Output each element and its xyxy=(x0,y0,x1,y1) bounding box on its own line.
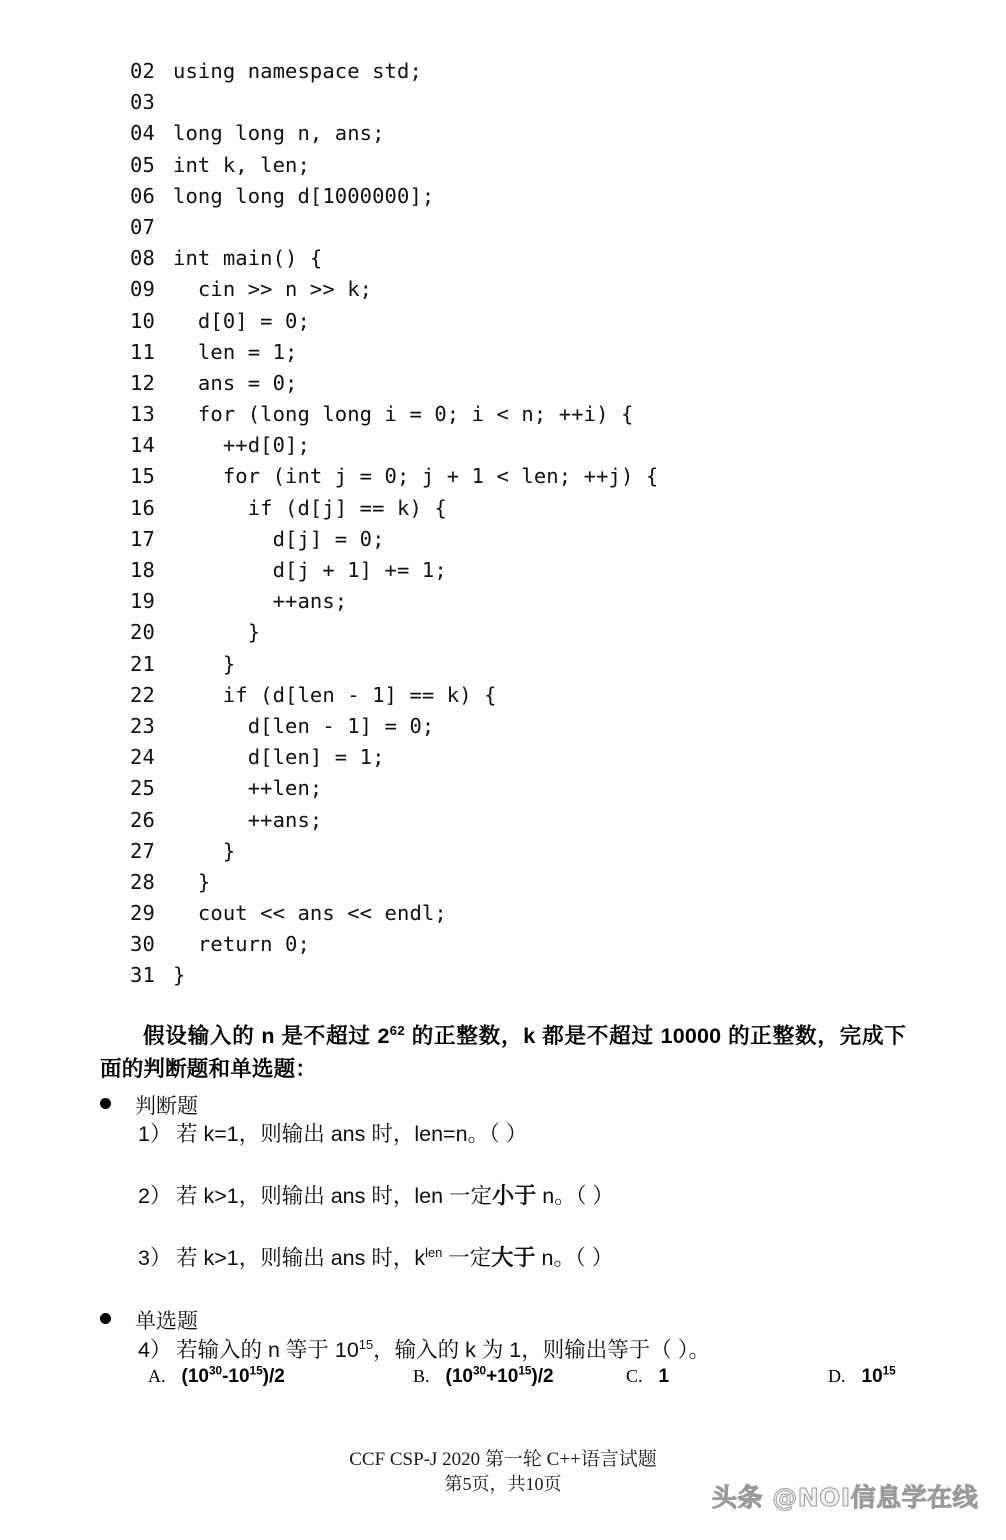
code-line xyxy=(130,368,658,399)
code-line xyxy=(130,461,658,492)
code-line xyxy=(130,274,658,305)
footer-page-number: 第5页，共10页 xyxy=(444,1474,562,1494)
option-a-pre: (10 xyxy=(181,1366,209,1387)
code-line-number: 15 xyxy=(130,464,155,489)
answer-option-c[interactable] xyxy=(626,1366,669,1388)
code-line xyxy=(130,711,658,742)
answer-option-a[interactable] xyxy=(148,1366,285,1388)
code-line xyxy=(130,555,658,586)
code-line xyxy=(130,243,658,274)
code-line-text: len = 1; xyxy=(173,339,298,364)
question-number-4: 4） xyxy=(138,1338,172,1362)
code-line-text: cout << ans << endl; xyxy=(173,901,447,926)
code-line-number: 17 xyxy=(130,526,155,551)
code-line-number: 12 xyxy=(130,370,155,395)
question-number-3: 3） xyxy=(138,1246,172,1270)
code-line-text: ++ans; xyxy=(173,807,323,832)
code-line-number: 04 xyxy=(130,121,155,146)
code-line-text: d[len - 1] = 0; xyxy=(173,713,435,738)
code-line-number: 28 xyxy=(130,869,155,894)
code-line xyxy=(130,212,658,243)
code-line-text: for (long long i = 0; i < n; ++i) { xyxy=(173,402,634,427)
code-line xyxy=(130,87,658,118)
code-line-number: 08 xyxy=(130,246,155,271)
code-line xyxy=(130,960,658,991)
question-text-2-after: n。（ ） xyxy=(536,1184,614,1208)
code-line-text: long long n, ans; xyxy=(173,121,385,146)
code-line-text: return 0; xyxy=(173,932,310,957)
code-line-text: } xyxy=(173,869,211,894)
code-line-number: 19 xyxy=(130,589,155,614)
code-line xyxy=(130,181,658,212)
question-text-4-exponent-15: 15 xyxy=(358,1336,374,1352)
section-label-multiple-choice: 单选题 xyxy=(135,1309,198,1333)
code-line-text: int k, len; xyxy=(173,152,310,177)
code-line xyxy=(130,867,658,898)
code-line xyxy=(130,805,658,836)
code-line xyxy=(130,118,658,149)
code-line-number: 05 xyxy=(130,152,155,177)
code-line xyxy=(130,430,658,461)
code-line-number: 10 xyxy=(130,308,155,333)
option-a-post: )/2 xyxy=(262,1366,285,1387)
section-heading-judgement xyxy=(100,1090,198,1120)
code-line xyxy=(130,898,658,929)
code-line-number: 14 xyxy=(130,433,155,458)
option-d-pre: 10 xyxy=(861,1366,883,1387)
bullet-dot-icon xyxy=(100,1313,111,1324)
question-text-3-before-a: 若 k>1，则输出 ans 时，k xyxy=(176,1246,426,1270)
code-line-number: 25 xyxy=(130,776,155,801)
code-line-number: 16 xyxy=(130,495,155,520)
code-line-text: d[0] = 0; xyxy=(173,308,310,333)
code-line-text: ++len; xyxy=(173,776,323,801)
question-text-3-before-b: 一定 xyxy=(442,1246,492,1270)
code-line xyxy=(130,773,658,804)
code-line xyxy=(130,586,658,617)
question-text-3-exponent-len: len xyxy=(425,1244,443,1260)
question-text-2-before: 若 k>1，则输出 ans 时，len 一定 xyxy=(176,1184,493,1208)
statement-exponent-62: 62 xyxy=(389,1022,405,1038)
code-line xyxy=(130,150,658,181)
code-line-text: d[j] = 0; xyxy=(173,526,385,551)
question-number-2: 2） xyxy=(138,1184,172,1208)
code-line-number: 06 xyxy=(130,183,155,208)
statement-part-2: 的正整数，k 都是不超过 10000 的正整数，完成下面的判断题和单选题： xyxy=(100,1024,907,1081)
code-line-number: 09 xyxy=(130,277,155,302)
code-line-number: 27 xyxy=(130,838,155,863)
judgement-question-3 xyxy=(138,1243,938,1273)
question-text-4-part-2: ，输入的 k 为 1，则输出等于（ ）。 xyxy=(373,1338,710,1362)
code-line-text: ++d[0]; xyxy=(173,433,310,458)
option-a-mid: -10 xyxy=(222,1366,250,1387)
question-text-1: 若 k=1，则输出 ans 时，len=n。（ ） xyxy=(176,1122,528,1146)
statement-part-1: 假设输入的 n 是不超过 2 xyxy=(143,1024,390,1048)
option-label-d: D. xyxy=(828,1366,846,1386)
problem-statement xyxy=(100,1020,906,1086)
option-b-pre: (10 xyxy=(445,1366,473,1387)
code-line-number: 26 xyxy=(130,807,155,832)
option-label-b: B. xyxy=(413,1366,430,1386)
answer-option-b[interactable] xyxy=(413,1366,554,1388)
code-line-number: 24 xyxy=(130,745,155,770)
judgement-question-1 xyxy=(138,1119,938,1149)
option-c-pre: 1 xyxy=(658,1366,670,1387)
code-line-number: 13 xyxy=(130,402,155,427)
code-line xyxy=(130,524,658,555)
code-line-number: 22 xyxy=(130,682,155,707)
judgement-question-2 xyxy=(138,1181,938,1211)
code-line-number: 30 xyxy=(130,932,155,957)
section-label-judgement: 判断题 xyxy=(135,1094,198,1118)
option-b-sup2: 15 xyxy=(518,1364,532,1378)
question-number-1: 1） xyxy=(138,1122,172,1146)
code-line xyxy=(130,306,658,337)
footer-exam-title: CCF CSP-J 2020 第一轮 C++语言试题 xyxy=(349,1449,657,1470)
code-line xyxy=(130,399,658,430)
code-line-number: 11 xyxy=(130,339,155,364)
code-line-number: 07 xyxy=(130,214,155,239)
code-line-text: ++ans; xyxy=(173,589,348,614)
option-value-c xyxy=(659,1366,670,1387)
option-label-a: A. xyxy=(148,1366,166,1386)
code-line xyxy=(130,493,658,524)
code-line-text: d[len] = 1; xyxy=(173,745,385,770)
code-line-text: long long d[1000000]; xyxy=(173,183,435,208)
option-label-c: C. xyxy=(626,1366,643,1386)
option-a-sup1: 30 xyxy=(208,1364,223,1378)
code-line xyxy=(130,929,658,960)
section-heading-multiple-choice xyxy=(100,1305,198,1335)
option-value-d xyxy=(862,1366,896,1387)
question-text-2-emphasis: 小于 xyxy=(492,1183,537,1208)
question-text-3-after: n。（ ） xyxy=(535,1246,614,1270)
code-line-text: } xyxy=(173,963,186,988)
code-line-number: 03 xyxy=(130,90,155,115)
code-line xyxy=(130,649,658,680)
code-line xyxy=(130,56,658,87)
question-text-4-part-1: 若输入的 n 等于 10 xyxy=(176,1338,359,1362)
multiple-choice-question-4 xyxy=(138,1335,938,1365)
question-text-3-emphasis: 大于 xyxy=(491,1245,536,1270)
option-b-mid: +10 xyxy=(486,1366,519,1387)
bullet-dot-icon xyxy=(100,1098,111,1109)
code-line xyxy=(130,617,658,648)
code-line xyxy=(130,337,658,368)
code-line-text: } xyxy=(173,651,236,676)
code-line-text: } xyxy=(173,620,261,645)
code-line-number: 20 xyxy=(130,620,155,645)
option-d-sup1: 15 xyxy=(882,1364,896,1378)
code-line-text: for (int j = 0; j + 1 < len; ++j) { xyxy=(173,464,659,489)
code-line-number: 29 xyxy=(130,901,155,926)
watermark-text: 头条 @NOI信息学在线 xyxy=(712,1483,979,1512)
code-line xyxy=(130,836,658,867)
code-line-text: if (d[len - 1] == k) { xyxy=(173,682,497,707)
code-line-number: 23 xyxy=(130,713,155,738)
code-listing xyxy=(130,56,658,992)
code-line-number: 31 xyxy=(130,963,155,988)
option-a-sup2: 15 xyxy=(249,1364,263,1378)
code-line-text: ans = 0; xyxy=(173,370,298,395)
option-b-sup1: 30 xyxy=(472,1364,487,1378)
code-line-text: using namespace std; xyxy=(173,59,422,83)
code-line-text: } xyxy=(173,838,236,863)
option-b-post: )/2 xyxy=(531,1366,554,1387)
code-line-number: 02 xyxy=(130,59,155,83)
answer-option-d[interactable] xyxy=(828,1366,896,1388)
code-line-number: 21 xyxy=(130,651,155,676)
code-line-text: int main() { xyxy=(173,246,323,271)
code-line xyxy=(130,680,658,711)
option-value-b xyxy=(446,1366,554,1387)
code-line-number: 18 xyxy=(130,558,155,582)
option-value-a xyxy=(182,1366,285,1387)
code-line-text: cin >> n >> k; xyxy=(173,277,373,302)
code-line-text: if (d[j] == k) { xyxy=(173,495,447,520)
code-line-text: d[j + 1] += 1; xyxy=(173,558,447,582)
code-line xyxy=(130,742,658,773)
